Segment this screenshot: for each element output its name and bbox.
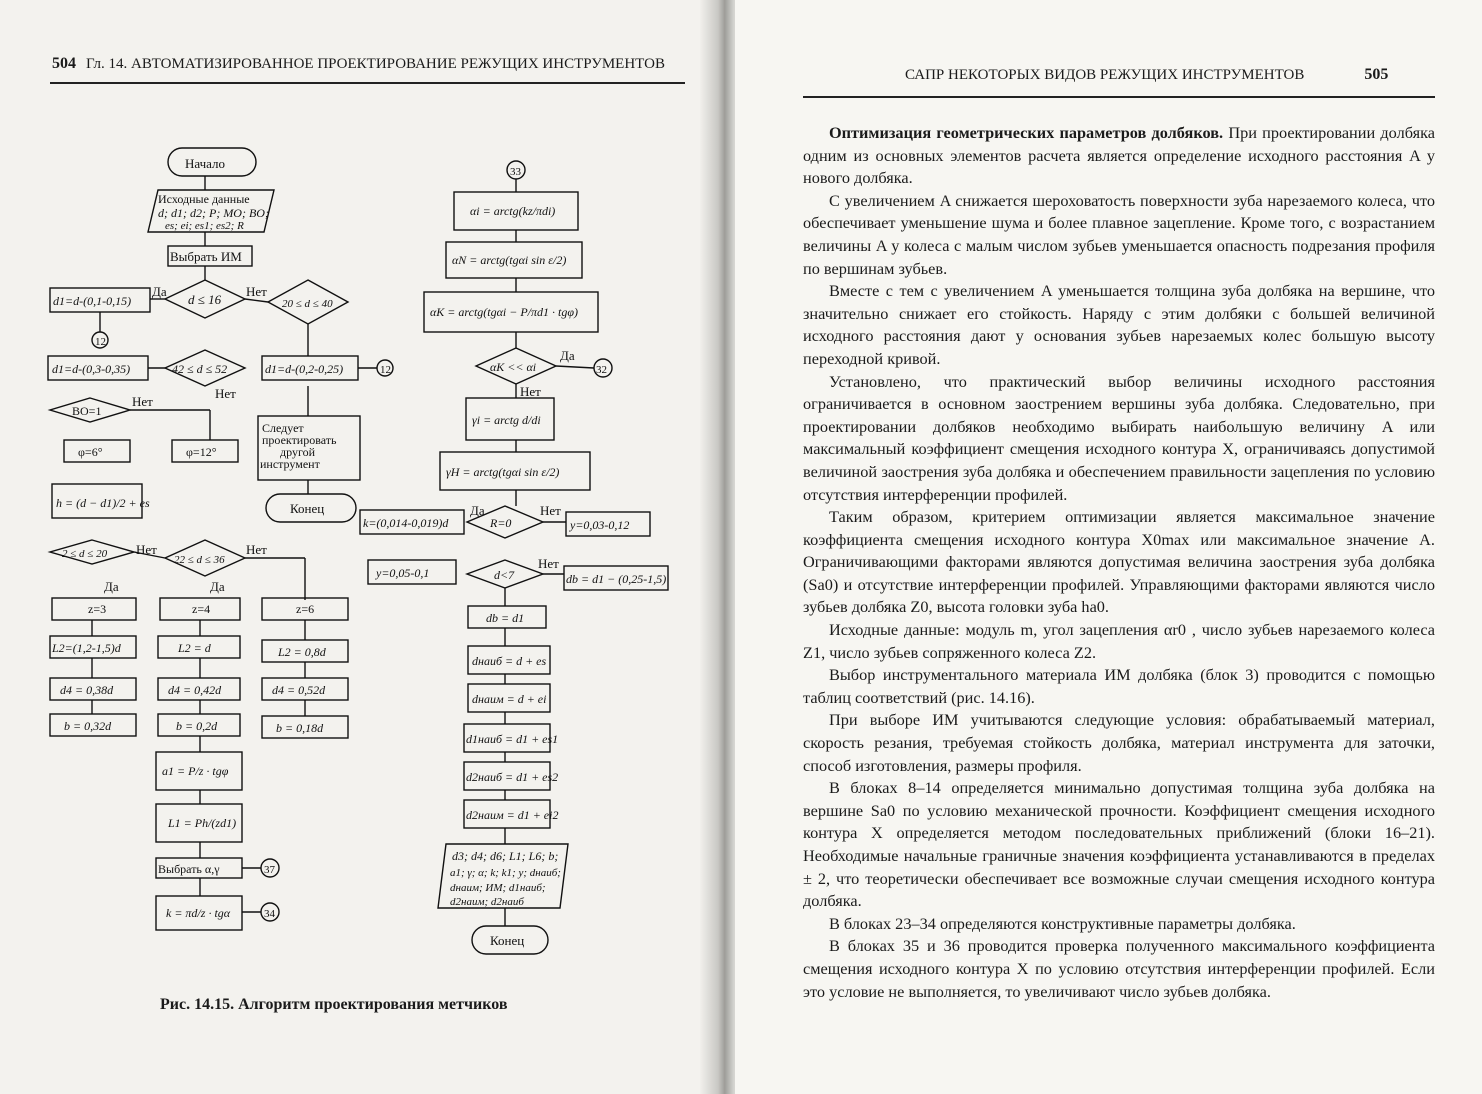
svg-text:33: 33 <box>510 166 521 178</box>
svg-text:L1 = Ph/(zd1): L1 = Ph/(zd1) <box>168 816 237 830</box>
svg-text:L2=(1,2-1,5)d: L2=(1,2-1,5)d <box>52 641 121 655</box>
svg-text:h = (d − d1)/2 + es: h = (d − d1)/2 + es <box>56 496 150 510</box>
svg-text:αK = arctg(tgαi − P/πd1 · tgφ): αK = arctg(tgαi − P/πd1 · tgφ) <box>430 305 578 319</box>
svg-text:Выбрать α,γ: Выбрать α,γ <box>158 862 220 876</box>
flow-start-label: Начало <box>185 156 226 171</box>
svg-text:d1=d-(0,3-0,35): d1=d-(0,3-0,35) <box>52 362 131 376</box>
svg-text:y=0,03-0,12: y=0,03-0,12 <box>570 518 630 532</box>
svg-text:a1; γ; α; k; k1; y; dнаиб;: a1; γ; α; k; k1; y; dнаиб; <box>450 867 561 879</box>
paragraph: Вместе с тем с увеличением A уменьшается толщина зуба долбяка на вершине, что значительно снижает его стойкость. Наряду с этим долбяки с большей величиной исходного расстояния дают у основания зубьев нарезаемых колес большую высоту переходной кривой. <box>803 281 1435 368</box>
svg-text:34: 34 <box>264 908 275 920</box>
svg-text:d ≤ 16: d ≤ 16 <box>188 292 222 307</box>
flow-no-8: Нет <box>215 386 236 401</box>
flow-yes-37: Да <box>560 348 575 363</box>
svg-text:dнаим; ИМ; d1наиб;: dнаим; ИМ; d1наиб; <box>450 882 546 894</box>
svg-text:es; ei; es1; es2; R: es; ei; es1; es2; R <box>165 220 244 232</box>
right-running-head <box>905 66 1388 84</box>
svg-text:d1наиб = d1 + es1: d1наиб = d1 + es1 <box>466 732 559 746</box>
flow-no-21: Нет <box>246 542 267 557</box>
svg-text:b = 0,32d: b = 0,32d <box>64 719 112 733</box>
svg-text:αi = arctg(kz/πdi): αi = arctg(kz/πdi) <box>470 204 556 218</box>
right-header-rule <box>803 96 1435 98</box>
svg-text:b = 0,18d: b = 0,18d <box>276 721 324 735</box>
svg-text:d4 = 0,52d: d4 = 0,52d <box>272 683 326 697</box>
flow-select-tool-label: Выбрать ИМ <box>170 249 242 264</box>
paragraph: В блоках 8–14 определяется минимально допустимая толщина зуба долбяка на вершине Sa0 по условию механической прочности. Коэффициент смещения исходного контура X определяется методом последовательных приближений (блоки 16–21). Необходимые начальные граничные значения коэффициента устанавливаются в пределах ± 2, что теоретически обеспечивает все возможные случаи смещения исходного контура долбяка. <box>803 778 1435 911</box>
flow-end-label-right: Конец <box>490 933 525 948</box>
svg-text:d2наим = d1 + ei2: d2наим = d1 + ei2 <box>466 808 559 822</box>
svg-text:L2 = d: L2 = d <box>178 641 211 655</box>
right-running-head-text: САПР НЕКОТОРЫХ ВИДОВ РЕЖУЩИХ ИНСТРУМЕНТОВ <box>905 67 1305 83</box>
svg-text:d2наиб = d1 + es2: d2наиб = d1 + es2 <box>466 770 559 784</box>
flow-suggest-2: проектировать <box>262 433 337 447</box>
svg-text:φ=6°: φ=6° <box>78 445 103 459</box>
flow-end-label-left: Конец <box>290 501 325 516</box>
flow-yes-4: Да <box>152 284 167 299</box>
flow-no-16: Нет <box>136 542 157 557</box>
left-page-number: 504 <box>52 55 76 72</box>
svg-text:φ=12°: φ=12° <box>186 445 217 459</box>
flow-no-4: Нет <box>246 284 267 299</box>
svg-text:12: 12 <box>95 336 106 348</box>
svg-text:d1=d-(0,1-0,15): d1=d-(0,1-0,15) <box>53 294 132 308</box>
flow-suggest-1: Следует <box>262 421 304 435</box>
flow-no-40: Нет <box>540 503 561 518</box>
paragraph: Выбор инструментального материала ИМ долбяка (блок 3) проводится с помощью таблиц соответствий (рис. 14.16). <box>803 665 1435 707</box>
flow-yes-40: Да <box>470 503 485 518</box>
svg-text:z=6: z=6 <box>296 602 315 616</box>
svg-text:d4 = 0,42d: d4 = 0,42d <box>168 683 222 697</box>
svg-text:αK << αi: αK << αi <box>490 360 537 374</box>
flow-suggest-4: инструмент <box>260 457 320 471</box>
paragraph: При выборе ИМ учитываются следующие условия: обрабатываемый материал, скорость резания, требуемая стойкость долбяка, материал инструмента для заточки, способ изготовления, размеры профиля. <box>803 710 1435 775</box>
svg-text:d4 = 0,38d: d4 = 0,38d <box>60 683 114 697</box>
svg-text:z=4: z=4 <box>192 602 211 616</box>
svg-text:αN = arctg(tgαi sin ε/2): αN = arctg(tgαi sin ε/2) <box>452 253 567 267</box>
svg-text:37: 37 <box>264 864 275 876</box>
svg-text:dнаиб = d + es: dнаиб = d + es <box>472 654 547 668</box>
right-page-number: 505 <box>1364 66 1389 83</box>
flow-suggest-3: другой <box>280 445 315 459</box>
svg-text:42 ≤ d ≤ 52: 42 ≤ d ≤ 52 <box>172 362 228 376</box>
right-page <box>735 0 1482 1094</box>
left-running-head-text: Гл. 14. АВТОМАТИЗИРОВАННОЕ ПРОЕКТИРОВАНИЕ РЕЖУЩИХ ИНСТРУМЕНТОВ <box>86 56 665 72</box>
svg-text:12: 12 <box>380 364 391 376</box>
flow-yes-21: Да <box>210 579 225 594</box>
svg-text:γi = arctg d/di: γi = arctg d/di <box>472 413 541 427</box>
right-page-body <box>803 122 1435 1003</box>
svg-text:γH = arctg(tgαi sin ε/2): γH = arctg(tgαi sin ε/2) <box>446 465 560 479</box>
svg-text:BO=1: BO=1 <box>72 404 102 418</box>
svg-text:y=0,05-0,1: y=0,05-0,1 <box>376 566 430 580</box>
svg-text:k=(0,014-0,019)d: k=(0,014-0,019)d <box>363 516 449 530</box>
flow-input-label: Исходные данные <box>158 192 250 206</box>
figure-caption: Рис. 14.15. Алгоритм проектирования метчиков <box>160 996 508 1013</box>
svg-text:L2 = 0,8d: L2 = 0,8d <box>278 645 326 659</box>
svg-text:db = d1: db = d1 <box>486 611 525 625</box>
flowchart <box>0 0 715 1094</box>
flow-no-12: Нет <box>132 394 153 409</box>
svg-text:22 ≤ d ≤ 36: 22 ≤ d ≤ 36 <box>174 554 225 566</box>
left-page <box>0 0 715 1094</box>
flow-no-44: Нет <box>538 556 559 571</box>
paragraph: С увеличением A снижается шероховатость поверхности зуба нарезаемого колеса, что обеспечивает уменьшение шума и более плавное зацепление. Кроме того, с возрастанием величины A у колеса с малым числом зубьев уменьшается опасность подрезания профиля по вершинам зубьев. <box>803 190 1435 278</box>
svg-text:d3; d4; d6; L1; L6; b;: d3; d4; d6; L1; L6; b; <box>452 849 559 863</box>
svg-text:b = 0,2d: b = 0,2d <box>176 719 218 733</box>
svg-text:a1 = P/z · tgφ: a1 = P/z · tgφ <box>162 764 229 778</box>
paragraph: Исходные данные: модуль m, угол зацепления αr0 , число зубьев нарезаемого колеса Z1, число зубьев сопряженного колеса Z2. <box>803 620 1435 662</box>
paragraph: Установлено, что практический выбор величины исходного расстояния ограничивается в основном заострением вершины зуба долбяка. Следовательно, при проектировании долбяков необходимо выбирать наибольшую величину A или максимальный коэффициент смещения исходного контура X, ограничиваясь допустимой величиной заострения зуба долбяка и обеспечением правильности зацепления по условию отсутствия интерференции профилей. <box>803 371 1435 504</box>
svg-text:d1=d-(0,2-0,25): d1=d-(0,2-0,25) <box>265 362 344 376</box>
flow-yes-16: Да <box>104 579 119 594</box>
svg-text:dнаим = d + ei: dнаим = d + ei <box>472 692 547 706</box>
svg-text:2 ≤ d ≤ 20: 2 ≤ d ≤ 20 <box>62 548 108 560</box>
svg-text:32: 32 <box>596 364 607 376</box>
flow-no-37: Нет <box>520 384 541 399</box>
svg-text:z=3: z=3 <box>88 602 107 616</box>
paragraph: В блоках 23–34 определяются конструктивные параметры долбяка. <box>829 913 1296 933</box>
paragraph: Оптимизация геометрических параметров долбяков. При проектировании долбяка одним из основных элементов расчета является определение исходного расстояния A у нового долбяка. <box>803 123 1435 188</box>
svg-text:d2наим; d2наиб: d2наим; d2наиб <box>450 896 524 908</box>
svg-text:R=0: R=0 <box>490 516 512 530</box>
svg-text:k = πd/z · tgα: k = πd/z · tgα <box>166 906 231 920</box>
paragraph: Таким образом, критерием оптимизации является максимальное значение коэффициента смещения исходного контура X0max или максимальное значение A. Ограничивающими факторами являются допустимая величина заострения зуба долбяка (Sa0) и отсутствие интерференции профилей. Управляющими факторами являются число зубьев долбяка Z0, высота головки зуба ha0. <box>803 507 1435 617</box>
svg-text:d<7: d<7 <box>494 568 515 582</box>
paragraph: В блоках 35 и 36 проводится проверка полученного максимального коэффициента смещения исходного контура X по условию отсутствия интерференции профилей. Если это условие не выполняется, то увеличивают число зубьев долбяка. <box>803 936 1435 1001</box>
svg-text:20 ≤ d ≤ 40: 20 ≤ d ≤ 40 <box>282 298 333 310</box>
svg-text:d; d1; d2; P; MO; BO;: d; d1; d2; P; MO; BO; <box>158 206 269 220</box>
svg-text:db = d1 − (0,25-1,5): db = d1 − (0,25-1,5) <box>566 572 667 586</box>
